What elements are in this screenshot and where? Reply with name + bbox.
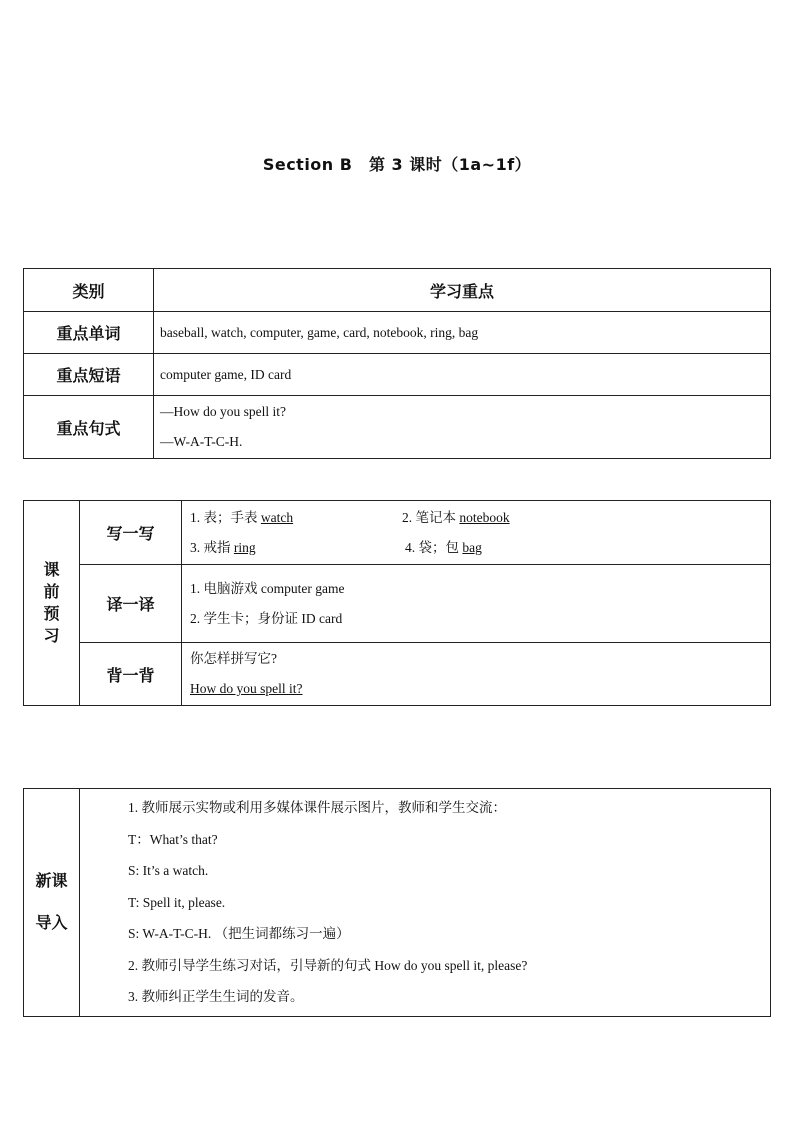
write-item-4-answer: bag — [462, 539, 482, 555]
preview-table — [23, 500, 771, 706]
row-label-words: 重点单词 — [24, 312, 154, 354]
table-row — [24, 354, 771, 396]
recite-answer — [190, 674, 770, 704]
write-item-3 — [190, 533, 405, 563]
recite-content — [182, 643, 771, 706]
header-focus: 学习重点 — [154, 269, 771, 312]
label-translate: 译一译 — [80, 565, 182, 643]
write-item-2-prompt: 2. 笔记本 — [402, 509, 460, 525]
write-line-2 — [190, 533, 770, 563]
translate-item-2: 2. 学生卡；身份证 ID card — [190, 610, 343, 626]
recite-question: 你怎样拼写它? — [190, 651, 277, 666]
side-label-intro — [24, 789, 80, 1017]
write-line-1 — [190, 503, 770, 533]
table-row — [24, 789, 771, 1017]
write-content — [182, 501, 771, 565]
intro-line: T：What’s that? — [128, 831, 218, 847]
write-item-3-prompt: 3. 戒指 — [190, 539, 234, 555]
row-label-phrases: 重点短语 — [24, 354, 154, 396]
intro-content — [80, 789, 771, 1017]
row-content-phrases: computer game, ID card — [154, 354, 771, 396]
sentence-line-2: —W-A-T-C-H. — [160, 434, 243, 449]
table-row — [24, 565, 771, 643]
write-item-2 — [402, 510, 510, 525]
recite-answer-text: How do you spell it? — [190, 681, 303, 696]
page-title: Section B 第 3 课时（1a~1f） — [262, 155, 532, 174]
intro-line: 1. 教师展示实物或利用多媒体课件展示图片，教师和学生交流： — [128, 800, 506, 815]
write-item-3-answer: ring — [233, 539, 256, 555]
intro-line: S: W-A-T-C-H. （把生词都练习一遍） — [128, 926, 350, 941]
write-item-1-answer: watch — [260, 509, 294, 525]
header-category: 类别 — [24, 269, 154, 312]
side-label-preview — [24, 501, 80, 706]
side-label-line-1: 新课 — [35, 871, 68, 891]
side-label-line-2: 导入 — [35, 913, 68, 933]
write-item-1 — [190, 503, 402, 533]
translate-item-1: 1. 电脑游戏 computer game — [190, 580, 345, 596]
table-row — [24, 643, 771, 706]
translate-content — [182, 565, 771, 643]
table-row — [24, 501, 771, 565]
intro-line: T: Spell it, please. — [128, 894, 226, 910]
write-item-4-prompt: 4. 袋；包 — [405, 539, 463, 555]
intro-line: S: It’s a watch. — [128, 863, 209, 878]
row-content-sentences — [154, 396, 771, 459]
table-header-row — [24, 269, 771, 312]
key-points-table — [23, 268, 771, 459]
write-item-4 — [405, 540, 482, 555]
table-row — [24, 312, 771, 354]
label-write: 写一写 — [80, 501, 182, 565]
row-content-words: baseball, watch, computer, game, card, notebook, ring, bag — [154, 312, 771, 354]
table-row — [24, 396, 771, 459]
intro-line: 3. 教师纠正学生生词的发音。 — [128, 989, 304, 1004]
lesson-intro-table — [23, 788, 771, 1017]
side-label-text: 课前预习 — [43, 560, 60, 645]
write-item-1-prompt: 1. 表；手表 — [190, 509, 261, 525]
row-label-sentences: 重点句式 — [24, 396, 154, 459]
sentence-line-1: —How do you spell it? — [160, 404, 286, 419]
label-recite: 背一背 — [80, 643, 182, 706]
write-item-2-answer: notebook — [459, 509, 510, 525]
intro-line: 2. 教师引导学生练习对话，引导新的句式 How do you spell it, please? — [128, 957, 528, 973]
